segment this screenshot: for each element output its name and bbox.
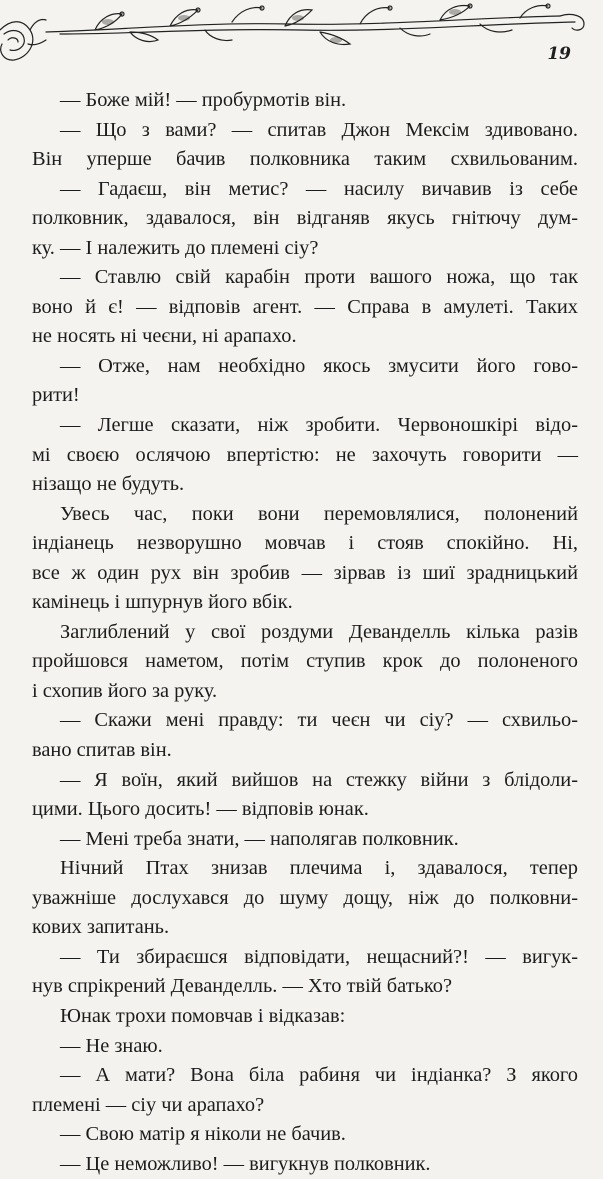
text-line: нізащо не будуть.	[32, 473, 185, 496]
text-line: — Це неможливо! — вигукнув полковник.	[60, 1152, 431, 1175]
text-line: Заглиблений у свої роздуми Деванделль кілька разів	[60, 620, 578, 643]
floral-branch-ornament	[0, 0, 603, 70]
text-line: воно й є! — відповів агент. — Справа в амулеті. Таких	[32, 295, 578, 318]
text-line: — Мені треба знати, — наполягав полковник.	[60, 827, 459, 850]
text-line: уважніше дослухався до шуму дощу, ніж до полковни-	[32, 886, 578, 909]
text-line: ку. — І належить до племені сіу?	[32, 236, 319, 259]
text-line: — Гадаєш, він метис? — насилу вичавив із себе	[60, 177, 578, 200]
text-line: — А мати? Вона біла рабиня чи індіанка? З якого	[60, 1064, 578, 1087]
text-line: нув спрікрений Деванделль. — Хто твій батько?	[32, 975, 453, 998]
text-line: цими. Цього досить! — відповів юнак.	[32, 798, 369, 821]
text-line: рити!	[32, 384, 80, 407]
text-line: Нічний Птах знизав плечима і, здавалося, тепер	[60, 857, 578, 880]
body-text	[32, 86, 578, 1179]
text-line: — Я воїн, який вийшов на стежку війни з блідоли-	[60, 768, 578, 791]
text-line: — Не знаю.	[60, 1034, 163, 1057]
text-line: Увесь час, поки вони перемовлялися, полонений	[60, 502, 578, 525]
text-line: Він уперше бачив полковника таким схвильованим.	[32, 148, 578, 171]
text-line: камінець і шпурнув його вбік.	[32, 591, 293, 614]
text-line: не носять ні чеєни, ні арапахо.	[32, 325, 297, 348]
text-line: мі своєю ослячою впертістю: не захочуть говорити —	[32, 443, 578, 466]
text-line: — Легше сказати, ніж зробити. Червоношкірі відо-	[60, 414, 578, 437]
page-number: 19	[547, 44, 571, 64]
text-line: — Скажи мені правду: ти чеєн чи сіу? — схвильо-	[60, 709, 578, 732]
text-line: — Ставлю свій карабін проти вашого ножа, що так	[60, 266, 578, 289]
text-line: індіанець незворушно мовчав і стояв спокійно. Ні,	[32, 532, 578, 555]
text-line: все ж один рух він зробив — зірвав із шиї зрадницький	[32, 561, 578, 584]
text-line: Юнак трохи помовчав і відказав:	[60, 1004, 346, 1027]
text-line: племені — сіу чи арапахо?	[32, 1093, 265, 1116]
text-line: — Отже, нам необхідно якось змусити його говo-	[60, 354, 578, 377]
text-line: полковник, здавалося, він відганяв якусь гнітючу дум-	[32, 207, 578, 230]
text-line: пройшовся наметом, потім ступив крок до полоненого	[32, 650, 578, 673]
text-line: вано спитав він.	[32, 739, 172, 762]
text-line: — Свою матір я ніколи не бачив.	[60, 1123, 346, 1146]
text-line: і схопив його за руку.	[32, 679, 218, 702]
text-line: — Ти збираєшся відповідати, нещасний?! — вигук-	[60, 945, 578, 968]
text-line: — Що з вами? — спитав Джон Мексім здивовано.	[60, 118, 578, 141]
text-line: — Боже мій! — пробурмотів він.	[60, 89, 347, 111]
text-line: кових запитань.	[32, 916, 170, 939]
